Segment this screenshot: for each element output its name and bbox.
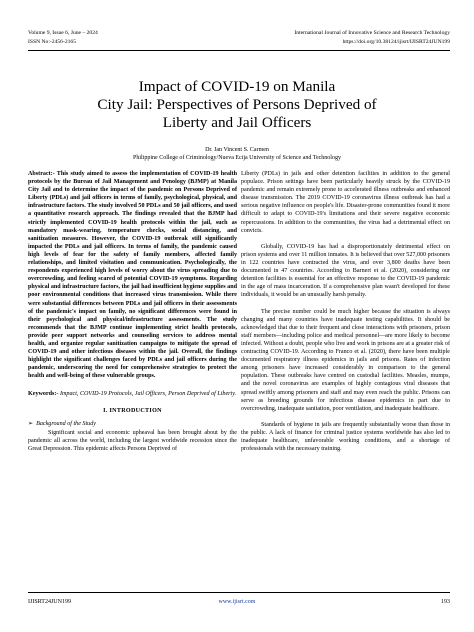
author-name: Dr. Jan Vincent S. Carmen (205, 147, 269, 153)
intro-paragraph: Significant social and economic upheaval has been brought about by the pandemic all across the world, including the largest worldwide recession since the Great Depression. This epidemic affects Persons Deprived of (28, 429, 237, 452)
page-number: 193 (441, 599, 450, 605)
journal-website-link[interactable]: www.ijisrt.com (218, 599, 256, 605)
doi-link[interactable]: https://doi.org/10.38124/ijisrt/IJISRT24JUN199 (342, 39, 450, 45)
author-affiliation: Philippine College of Criminology/Nueva Ecija University of Science and Technology (133, 155, 341, 161)
journal-name: International Journal of Innovative Science and Research Technology (294, 30, 450, 36)
paper-title-line-2: City Jail: Perspectives of Persons Deprived of (97, 96, 377, 113)
footer-divider (28, 592, 450, 593)
body-paragraph-1: Liberty (PDLs) in jails and other detention facilities in addition to the general populace. Prison settings have been particularly heavily struck by the COVID-19 pandemic and remain extremely prone to accelerated illness outbreaks and enhanced disease transmission. The 2019 COVID-19 coronavirus illness outbreak has had a serious negative influence on people's life. Disaster-prone communities found it more difficult to adapt to COVID-19's limitations and their severe negative economic repercussions. In addition to the communities, the virus had a detrimental effect on convicts. (241, 171, 450, 234)
body-paragraph-3: The precise number could be much higher because the situation is always changing and many countries have inadequate testing capabilities. It should be acknowledged that due to their frequent and close interactions with prisoners, prison staff members—including police and medical personnel—are more likely to become infected. Without a doubt, people who live and work in prisons are at a greater risk of contracting COVID-19. According to Franco et al. (2020), there have been multiple documented respiratory illness epidemics in jails and prisons. Rates of infection among prisoners have increased considerably in comparison to the general population. These outbreaks have centred on custodial facilities. Measles, mumps, and the novel coronavirus are examples of highly contagious viral diseases that spread swiftly among prisoners and staff and may even reach the public. Prisons can serve as breeding grounds for infectious disease epidemics in part due to overcrowding, inadequate sanitation, poor ventilation, and inadequate healthcare. (241, 308, 450, 412)
subsection-heading-text: Background of the Study (36, 420, 96, 427)
paper-title-line-1: Impact of COVID-19 on Manila (138, 78, 336, 95)
abstract: Abstract:- This study aimed to assess the implementation of COVID-19 health protocols by the Bureau of Jail Management and Penology (BJMP) at Manila City Jail and to determine the impact of the pandemic on Persons Deprived of Liberty (PDLs) and jail officers in terms of family, psychological, physical, and infrastructure factors. The study involved 50 PDLs and 50 jail officers, and used a quantitative research approach. The findings revealed that the BJMP had strictly implemented COVID-19 health protocols within the jail, such as mandatory mask-wearing, temperature checks, social distancing, and sanitization measures. However, the COVID-19 outbreak still significantly impacted the PDLs and jail officers. In terms of family, the pandemic caused high levels of fear for the safety of family members, affected family relationships, and limited visitation and communication. Psychologically, the respondents experienced high levels of worry about the virus spreading due to overcrowding, and feeling scared of potential COVID-19 symptoms. Regarding physical and infrastructure factors, the jail had insufficient hygiene supplies and poor environmental conditions that increased virus transmission. While there were substantial differences between PDLs and jail officers in their assessments of the pandemic's impact on family, no significant differences were found in their psychological and physical/infrastructure assessments. The study recommends that the BJMP continue implementing strict health protocols, provide peer support networks and counseling services to address mental health, and organize regular sanitization campaigns to mitigate the spread of COVID-19 and other infectious diseases within the jail. Overall, the findings highlight the significant challenges faced by PDLs and jail officers during the pandemic, underscoring the need for comprehensive strategies to protect the health and well-being of these vulnerable groups. (28, 171, 237, 380)
left-column (28, 170, 237, 461)
arrow-bullet-icon: ➢ (28, 420, 34, 427)
body-paragraph-4: Standards of hygiene in jails are frequently substantially worse than those in the public. A lack of finance for criminal justice systems worldwide has also led to inadequate healthcare, unfavorable working conditions, and a shortage of professionals with the necessary training. (241, 421, 450, 453)
paper-title-line-3: Liberty and Jail Officers (162, 114, 312, 131)
keywords (28, 390, 237, 398)
keywords-text: Impact, COVID-19 Protocols, Jail Officers, Person Deprived of Liberty. (60, 391, 237, 398)
paper-id: IJISRT24JUN199 (28, 599, 71, 605)
right-column (241, 170, 450, 461)
body-paragraph-2: Globally, COVID-19 has had a disproportionately detrimental effect on prison systems and over 11 million inmates. It is believed that over 527,000 prisoners in 122 countries have contracted the virus, and over 3,800 deaths have been documented in 47 countries. According to Barnert et al. (2020), considering our detention facilities is essential for an effective response to the COVID-19 pandemic in the age of mass incarceration. If a comprehensive plan wasn't developed for these individuals, it would be an unusually harsh penalty. (241, 243, 450, 299)
subsection-heading (28, 420, 237, 428)
section-heading-introduction: I. INTRODUCTION (103, 407, 162, 414)
header-divider (28, 50, 450, 51)
keywords-label: Keywords:- (28, 391, 59, 398)
volume-issue: Volume 9, Issue 6, June – 2024 (28, 30, 98, 36)
issn: ISSN No:-2456-2165 (28, 39, 77, 45)
